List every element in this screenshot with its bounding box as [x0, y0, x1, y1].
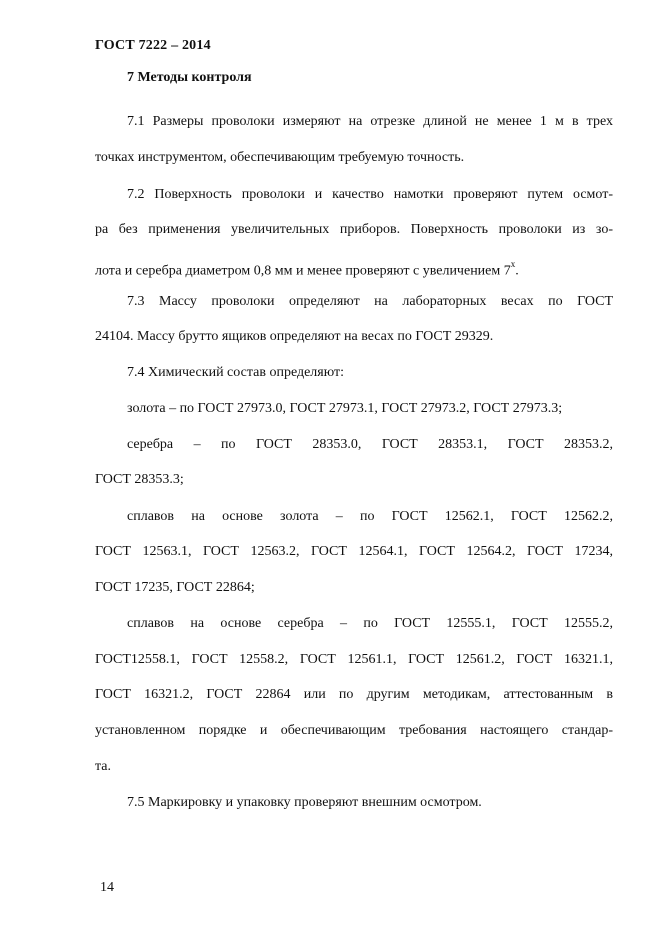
paragraph-7-2-line-3 [95, 257, 613, 281]
paragraph-7-1-line-1: 7.1 Размеры проволоки измеряют на отрезке длиной не менее 1 м в трех [127, 114, 613, 129]
paragraph-7-2-line-1: 7.2 Поверхность проволоки и качество намотки проверяют путем осмот- [127, 187, 613, 202]
page-number: 14 [100, 880, 114, 895]
paragraph-7-4-gold-alloys-line-2: ГОСТ 12563.1, ГОСТ 12563.2, ГОСТ 12564.1, ГОСТ 12564.2, ГОСТ 17234, [95, 544, 613, 559]
magnification-superscript: х [510, 259, 516, 269]
paragraph-7-4-silver-line-2: ГОСТ 28353.3; [95, 472, 184, 487]
paragraph-7-4-gold-alloys-line-3: ГОСТ 17235, ГОСТ 22864; [95, 580, 255, 595]
paragraph-7-4-silver-alloys-line-1: сплавов на основе серебра – по ГОСТ 12555.1, ГОСТ 12555.2, [127, 616, 613, 631]
paragraph-7-4-gold-alloys-line-1: сплавов на основе золота – по ГОСТ 12562.1, ГОСТ 12562.2, [127, 509, 613, 524]
paragraph-7-3-line-1: 7.3 Массу проволоки определяют на лабораторных весах по ГОСТ [127, 294, 613, 309]
paragraph-7-4-gold-line: золота – по ГОСТ 27973.0, ГОСТ 27973.1, ГОСТ 27973.2, ГОСТ 27973.3; [127, 401, 563, 416]
paragraph-7-2-period: . [515, 263, 519, 279]
section-title: 7 Методы контроля [127, 70, 252, 85]
paragraph-7-1-line-2: точках инструментом, обеспечивающим требуемую точность. [95, 150, 465, 165]
paragraph-7-4-line-1: 7.4 Химический состав определяют: [127, 365, 345, 380]
paragraph-7-5-line-1: 7.5 Маркировку и упаковку проверяют внешним осмотром. [127, 795, 482, 810]
paragraph-7-3-line-2: 24104. Массу брутто ящиков определяют на весах по ГОСТ 29329. [95, 329, 494, 344]
paragraph-7-4-silver-alloys-line-3: ГОСТ 16321.2, ГОСТ 22864 или по другим методикам, аттестованным в [95, 687, 613, 702]
standard-header: ГОСТ 7222 – 2014 [95, 38, 211, 53]
paragraph-7-2-line-3-text: лота и серебра диаметром 0,8 мм и менее проверяют с увеличением 7 [95, 263, 511, 279]
paragraph-7-4-silver-alloys-line-2: ГОСТ12558.1, ГОСТ 12558.2, ГОСТ 12561.1, ГОСТ 12561.2, ГОСТ 16321.1, [95, 652, 613, 667]
paragraph-7-2-line-2: ра без применения увеличительных приборов. Поверхность проволоки из зо- [95, 222, 613, 237]
paragraph-7-4-silver-alloys-line-5: та. [95, 759, 112, 774]
paragraph-7-4-silver-alloys-line-4: установленном порядке и обеспечивающим требования настоящего стандар- [95, 723, 613, 738]
paragraph-7-4-silver-line-1: серебра – по ГОСТ 28353.0, ГОСТ 28353.1, ГОСТ 28353.2, [127, 437, 613, 452]
